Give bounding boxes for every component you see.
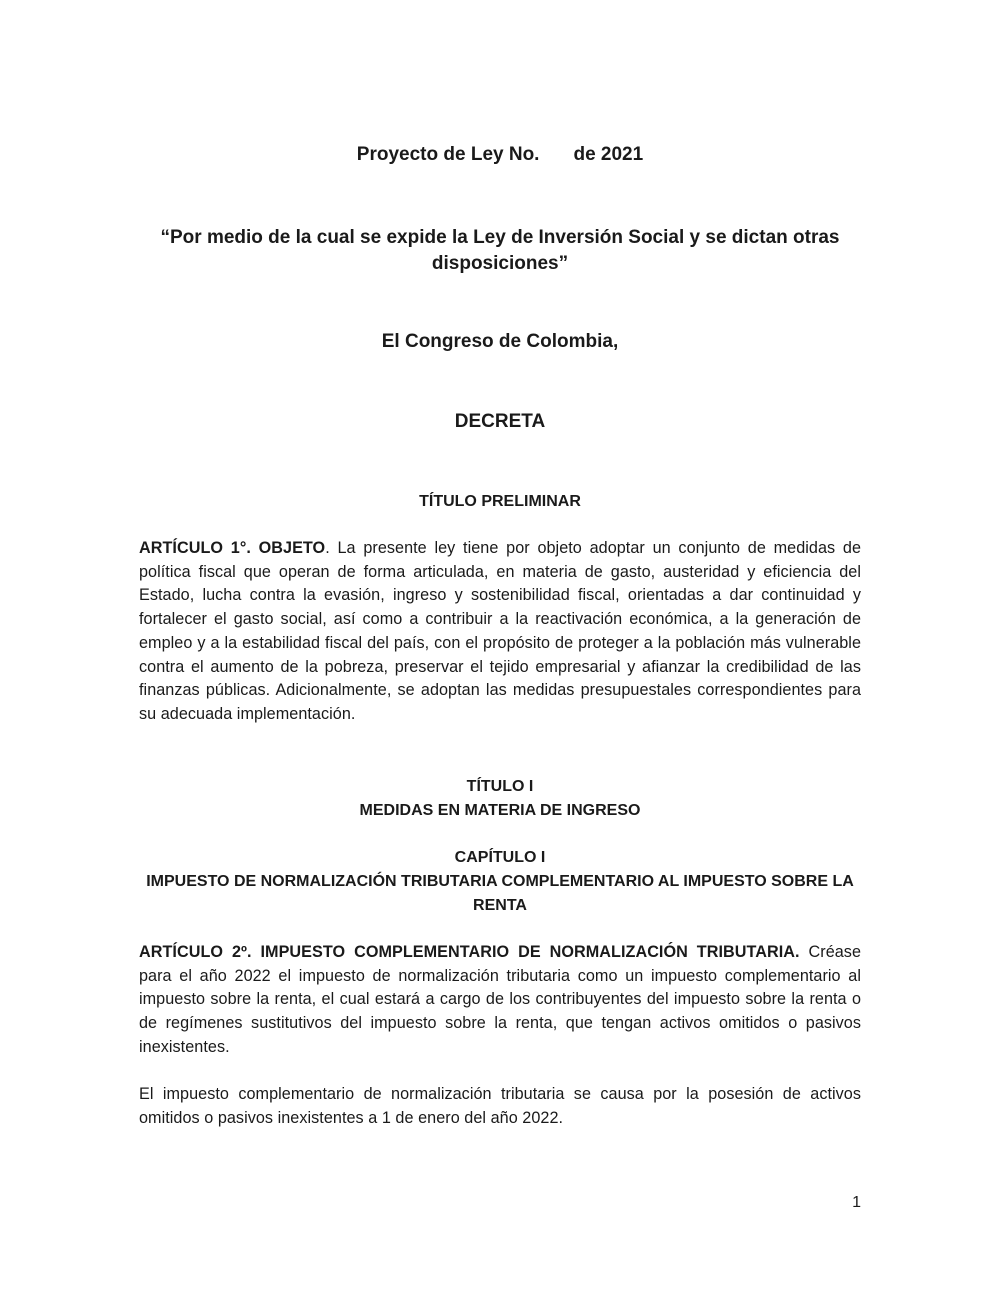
capitulo-1-block bbox=[139, 846, 861, 918]
articulo-2-paragraph bbox=[139, 941, 861, 1060]
bill-title-year: de 2021 bbox=[573, 144, 644, 165]
articulo-2-second-paragraph: El impuesto complementario de normalización tributaria se causa por la posesión de activos omitidos o pasivos inexistentes a 1 de enero del año 2022. bbox=[139, 1085, 861, 1127]
articulo-1-paragraph bbox=[139, 537, 861, 727]
titulo-1-heading: TÍTULO I bbox=[466, 778, 534, 795]
congress-heading: El Congreso de Colombia, bbox=[381, 331, 619, 352]
titulo-preliminar-heading: TÍTULO PRELIMINAR bbox=[419, 493, 581, 510]
titulo-1-name: MEDIDAS EN MATERIA DE INGRESO bbox=[359, 802, 641, 819]
articulo-1-text: . La presente ley tiene por objeto adoptar un conjunto de medidas de política fiscal que operan de forma articulada, en materia de gasto, austeridad y eficiencia del Estado, lucha contra la evasión, ingreso y sostenibilidad fiscal, orientadas a dar continuidad y fortalecer el gasto social, así como a contribuir a la reactivación económica, a la generación de empleo y a la estabilidad fiscal del país, con el propósito de proteger a la población más vulnerable contra el aumento de la pobreza, preservar el tejido empresarial y afianzar la credibilidad de las finanzas públicas. Adicionalmente, se adoptan las medidas presupuestales correspondientes para su adecuada implementación. bbox=[139, 539, 861, 723]
articulo-2-label: ARTÍCULO 2º. IMPUESTO COMPLEMENTARIO DE NORMALIZACIÓN TRIBUTARIA. bbox=[139, 943, 800, 961]
page-number: 1 bbox=[852, 1194, 861, 1211]
titulo-1-block bbox=[139, 775, 861, 823]
articulo-2-text: Créase para el año 2022 el impuesto de normalización tributaria como un impuesto complementario al impuesto sobre la renta, el cual estará a cargo de los contribuyentes del impuesto sobre la renta o de regímenes sustitutivos del impuesto sobre la renta, que tengan activos omitidos o pasivos inexistentes. bbox=[139, 943, 861, 1056]
capitulo-1-name: IMPUESTO DE NORMALIZACIÓN TRIBUTARIA COMPLEMENTARIO AL IMPUESTO SOBRE LA RENTA bbox=[146, 873, 854, 914]
bill-title bbox=[139, 143, 861, 167]
capitulo-1-heading: CAPÍTULO I bbox=[454, 849, 546, 866]
decreta-heading: DECRETA bbox=[454, 411, 546, 432]
bill-title-number: Proyecto de Ley No. bbox=[356, 144, 540, 165]
articulo-1-label: ARTÍCULO 1°. OBJETO bbox=[139, 539, 326, 557]
bill-subtitle: “Por medio de la cual se expide la Ley de Inversión Social y se dictan otras disposiciones” bbox=[160, 227, 840, 274]
